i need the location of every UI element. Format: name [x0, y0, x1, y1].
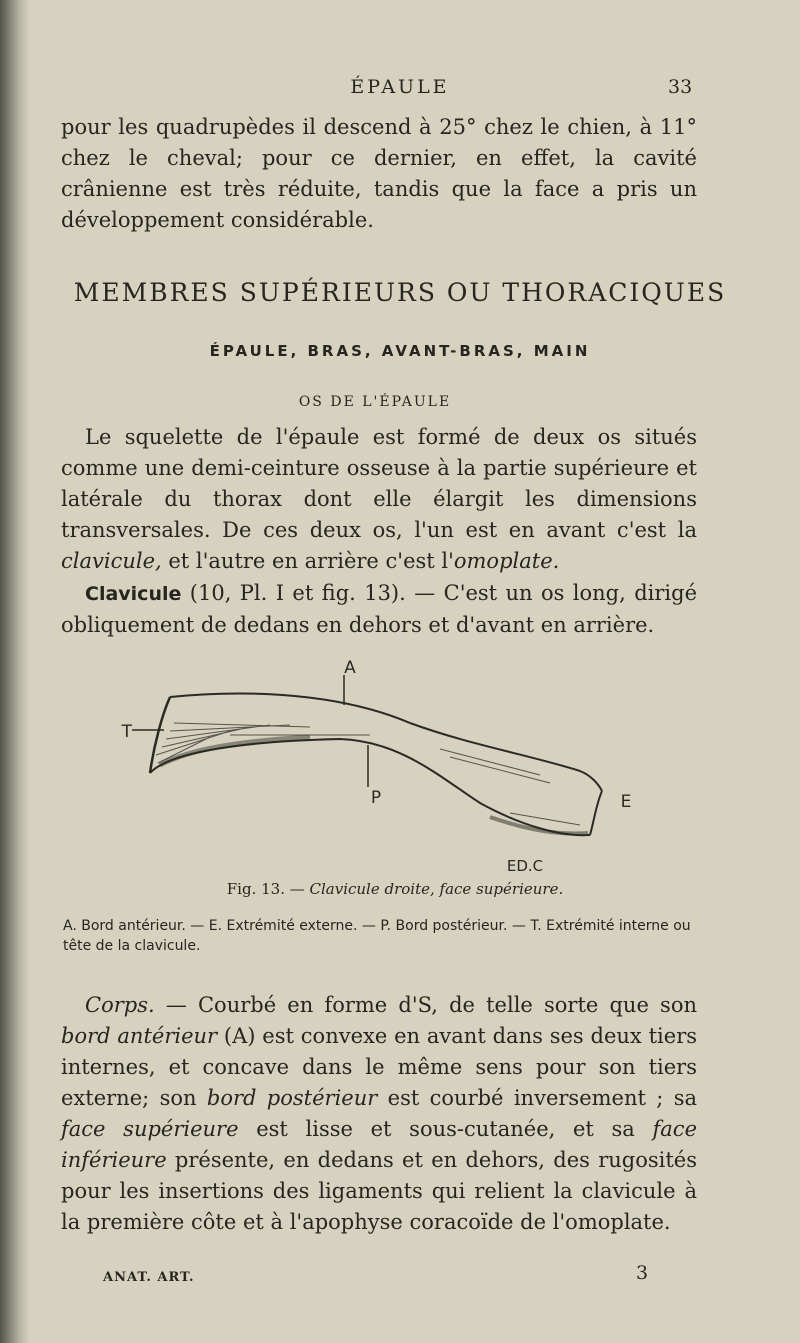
term-bord-anterieur: bord antérieur [61, 1024, 218, 1048]
paragraph-text: présente, en dedans et en dehors, des rugosités pour les insertions des ligaments qui relient la clavicule à la première côte et à l'apophyse coracoïde de l'omoplate. [61, 1148, 697, 1234]
caption-number: Fig. 13. — [226, 880, 310, 898]
page-number: 33 [668, 76, 693, 98]
intro-paragraph: pour les quadrupèdes il descend à 25° chez le chien, à 11° chez le cheval; pour ce dernier, en effet, la cavité crânienne est très réduite, tandis que la face a pris un développement considérable. [61, 115, 697, 232]
label-t: T [121, 722, 132, 742]
paragraph-text: — Courbé en forme d'S, de telle sorte que son [154, 993, 697, 1017]
clavicle-bone-drawing [132, 675, 602, 835]
term-clavicule: clavicule, [61, 549, 162, 573]
paragraph-shoulder [61, 422, 697, 577]
figure-legend: A. Bord antérieur. — E. Extrémité externe. — P. Bord postérieur. — T. Extrémité interne ou tête de la clavicule. [63, 918, 691, 954]
paragraph-text: est courbé inversement ; sa [377, 1086, 698, 1110]
section-subsubtitle: OS DE L'ÉPAULE [298, 394, 452, 410]
paragraph-text: et l'autre en arrière c'est l' [161, 549, 454, 573]
term-face-inferieure: face inférieure [61, 1117, 697, 1172]
section-title: MEMBRES SUPÉRIEURS OU THORACIQUES [73, 278, 727, 307]
label-p: P [370, 788, 382, 808]
term-face-superieure: face supérieure [61, 1117, 239, 1141]
caption-title: Clavicule droite, face supérieure. [309, 880, 564, 898]
label-e: E [620, 792, 632, 812]
term-corps: Corps. [85, 993, 155, 1017]
clavicle-figure [110, 645, 670, 875]
paragraph-corps [61, 990, 697, 1238]
clavicule-heading: Clavicule [85, 583, 182, 605]
label-a: A [344, 658, 356, 678]
term-omoplate: omoplate. [453, 549, 560, 573]
term-bord-posterieur: bord postérieur [206, 1086, 378, 1110]
footer-signature: ANAT. ART. [103, 1270, 195, 1285]
paragraph-text: (A) est convexe en avant dans ses deux tiers internes, et concave dans le même sens pour son tiers externe; son [61, 1024, 698, 1110]
footer-signature-number: 3 [636, 1262, 649, 1284]
clavicule-reference: (10, Pl. I et fig. 13). — [181, 581, 444, 605]
running-title: ÉPAULE [350, 76, 450, 98]
paragraph-text: est lisse et sous-cutanée, et sa [238, 1117, 653, 1141]
paragraph-text: C'est un os long, dirigé obliquement de dedans en dehors et d'avant en arrière. [61, 581, 697, 637]
figure-caption [0, 880, 790, 898]
paragraph-text: Le squelette de l'épaule est formé de deux os situés comme une demi-ceinture osseuse à la partie supérieure et latérale du thorax dont elle élargit les dimensions transversales. De ces deux os, l'un est en avant c'est la [61, 425, 697, 542]
section-subtitle: ÉPAULE, BRAS, AVANT-BRAS, MAIN [209, 342, 591, 360]
engraver-signature: ED.C [506, 857, 544, 875]
bone-extremity-e [590, 791, 602, 835]
bone-shading [490, 817, 588, 833]
paragraph-clavicule [61, 578, 697, 641]
